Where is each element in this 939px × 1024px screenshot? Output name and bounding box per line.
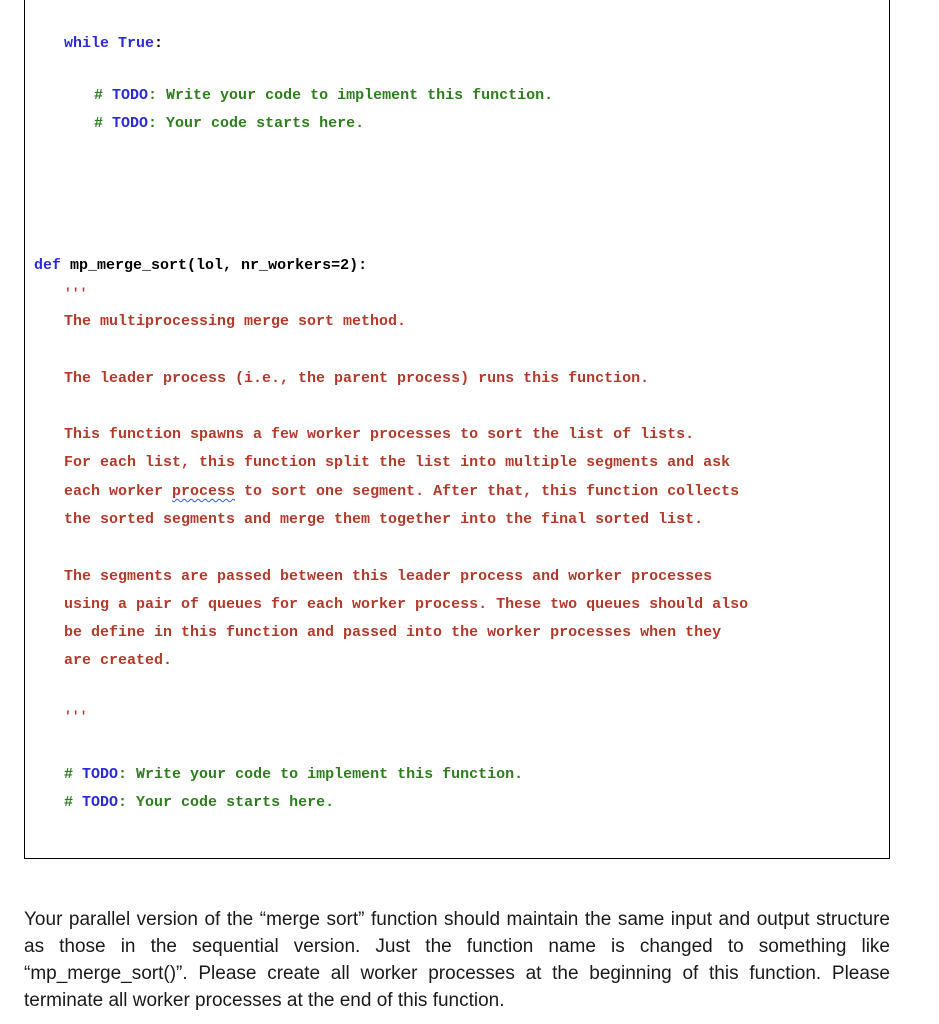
docstring-line: be define in this function and passed into the worker processes when they	[64, 624, 722, 641]
docstring-line: the sorted segments and merge them together into the final sorted list.	[64, 511, 704, 528]
todo-comment-text: : Write your code to implement this function.	[118, 766, 524, 783]
while-colon: :	[154, 35, 164, 52]
todo-comment-text: : Your code starts here.	[118, 794, 335, 811]
todo-comment-line	[64, 794, 334, 812]
def-keyword: def	[34, 257, 62, 274]
todo-label: TODO	[82, 766, 119, 783]
while-keyword: while	[64, 35, 110, 52]
docstring-close: '''	[64, 709, 88, 724]
function-signature: mp_merge_sort(lol, nr_workers=2):	[70, 257, 368, 274]
docstring-line: using a pair of queues for each worker process. These two queues should also	[64, 596, 749, 613]
todo-comment-text: : Write your code to implement this function.	[148, 87, 554, 104]
docstring-line: The leader process (i.e., the parent process) runs this function.	[64, 370, 650, 387]
todo-comment-line	[94, 115, 364, 133]
docstring-line: The multiprocessing merge sort method.	[64, 313, 407, 330]
comment-hash: #	[64, 794, 74, 811]
def-line	[34, 257, 367, 275]
todo-label: TODO	[112, 87, 149, 104]
todo-label: TODO	[112, 115, 149, 132]
comment-hash: #	[94, 87, 104, 104]
instruction-paragraph: Your parallel version of the “merge sort” function should maintain the same input and output structure as those in the sequential version. Just the function name is changed to something like “mp_merge_sort()”. Please create all worker processes at the beginning of this function. Please terminate all worker processes at the end of this function.	[24, 909, 890, 1011]
docstring-open: '''	[64, 286, 88, 301]
while-line	[64, 35, 163, 53]
todo-label: TODO	[82, 794, 119, 811]
docstring-line	[64, 483, 739, 501]
docstring-text: to sort one segment. After that, this function collects	[235, 483, 740, 500]
docstring-line: The segments are passed between this leader process and worker processes	[64, 568, 713, 585]
todo-comment-text: : Your code starts here.	[148, 115, 365, 132]
comment-hash: #	[64, 766, 74, 783]
true-keyword: True	[118, 35, 155, 52]
comment-hash: #	[94, 115, 104, 132]
docstring-line: are created.	[64, 652, 173, 669]
todo-comment-line	[94, 87, 553, 105]
docstring-text: each worker	[64, 483, 173, 500]
docstring-line: For each list, this function split the list into multiple segments and ask	[64, 454, 731, 471]
todo-comment-line	[64, 766, 523, 784]
docstring-line: This function spawns a few worker processes to sort the list of lists.	[64, 426, 695, 443]
spellcheck-word: process	[172, 483, 236, 500]
